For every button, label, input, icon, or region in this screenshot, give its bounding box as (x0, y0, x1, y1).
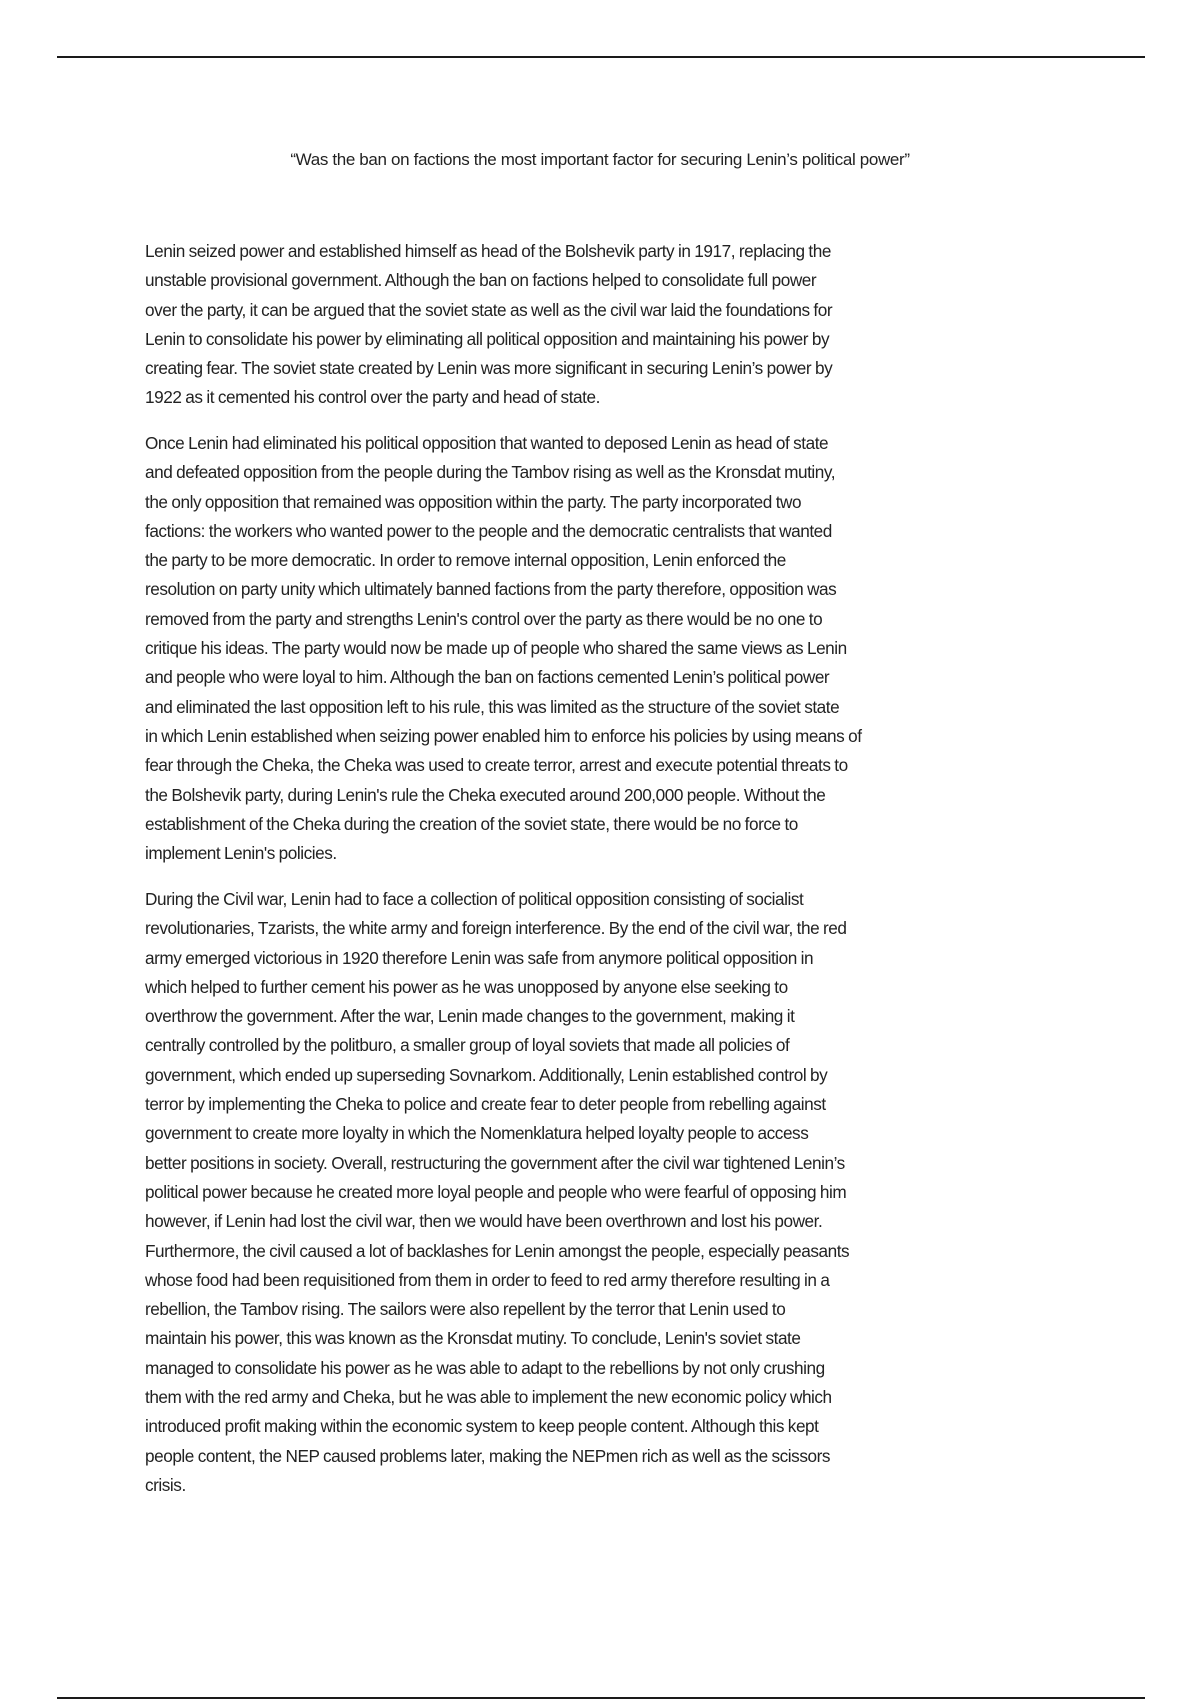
text-line: terror by implementing the Cheka to police and create fear to deter people from rebelling against (145, 1094, 826, 1115)
text-line: the Bolshevik party, during Lenin's rule the Cheka executed around 200,000 people. Without the (145, 784, 826, 805)
text-line: resolution on party unity which ultimately banned factions from the party therefore, opposition was (145, 579, 837, 600)
text-line: Lenin seized power and established himself as head of the Bolshevik party in 1917, replacing the (145, 241, 831, 261)
text-line: however, if Lenin had lost the civil war, then we would have been overthrown and lost his power. (145, 1211, 823, 1232)
text-line: government, which ended up superseding Sovnarkom. Additionally, Lenin established control by (145, 1064, 828, 1085)
text-line: establishment of the Cheka during the creation of the soviet state, there would be no force to (145, 813, 798, 834)
text-line: over the party, it can be argued that the soviet state as well as the civil war laid the foundations for (145, 299, 833, 320)
text-line: Once Lenin had eliminated his political opposition that wanted to deposed Lenin as head of state (145, 433, 829, 453)
text-line: managed to consolidate his power as he was able to adapt to the rebellions by not only crushing (145, 1357, 825, 1378)
text-line: overthrow the government. After the war, Lenin made changes to the government, making it (145, 1006, 795, 1027)
text-line: maintain his power, this was known as the Kronsdat mutiny. To conclude, Lenin's soviet state (145, 1328, 801, 1349)
text-line: and people who were loyal to him. Although the ban on factions cemented Lenin’s political power (145, 667, 830, 688)
text-line: factions: the workers who wanted power to the people and the democratic centralists that wanted (145, 520, 832, 541)
text-line: centrally controlled by the politburo, a smaller group of loyal soviets that made all policies of (145, 1035, 790, 1056)
text-line: them with the red army and Cheka, but he was able to implement the new economic policy which (145, 1387, 832, 1408)
text-line: introduced profit making within the economic system to keep people content. Although this kept (145, 1416, 819, 1437)
essay-title: “Was the ban on factions the most important factor for securing Lenin’s political power” (290, 150, 910, 169)
text-line: Lenin to consolidate his power by eliminating all political opposition and maintaining his power by (145, 328, 830, 349)
text-line: the party to be more democratic. In order to remove internal opposition, Lenin enforced the (145, 550, 786, 571)
text-line: unstable provisional government. Although the ban on factions helped to consolidate full power (145, 270, 817, 291)
text-line: whose food had been requisitioned from them in order to feed to red army therefore resulting in a (145, 1269, 830, 1290)
text-line: rebellion, the Tambov rising. The sailors were also repellent by the terror that Lenin used to (145, 1299, 786, 1320)
text-line: Furthermore, the civil caused a lot of backlashes for Lenin amongst the people, especially peasants (145, 1240, 850, 1261)
text-line: critique his ideas. The party would now be made up of people who shared the same views as Lenin (145, 638, 847, 659)
text-line: 1922 as it cemented his control over the party and head of state. (145, 387, 600, 408)
text-line: and defeated opposition from the people during the Tambov rising as well as the Kronsdat mutiny, (145, 462, 836, 483)
text-line: During the Civil war, Lenin had to face a collection of political opposition consisting of socialist (145, 889, 804, 909)
footer-rule (57, 1697, 1145, 1699)
header-rule (57, 56, 1145, 58)
text-line: and eliminated the last opposition left to his rule, this was limited as the structure of the soviet state (145, 696, 840, 717)
text-line: people content, the NEP caused problems later, making the NEPmen rich as well as the scissors (145, 1445, 830, 1466)
text-line: fear through the Cheka, the Cheka was used to create terror, arrest and execute potential threats to (145, 755, 848, 776)
text-line: government to create more loyalty in which the Nomenklatura helped loyalty people to access (145, 1123, 809, 1144)
paragraph-introduction (145, 237, 1065, 413)
text-line: removed from the party and strengths Lenin's control over the party as there would be no one to (145, 608, 823, 629)
text-line: in which Lenin established when seizing power enabled him to enforce his policies by using means of (145, 725, 862, 746)
text-line: which helped to further cement his power as he was unopposed by anyone else seeking to (145, 976, 788, 997)
text-line: implement Lenin's policies. (145, 843, 337, 864)
text-line: creating fear. The soviet state created by Lenin was more significant in securing Lenin’s power by (145, 358, 833, 379)
text-line: the only opposition that remained was opposition within the party. The party incorporated two (145, 491, 802, 512)
text-line: revolutionaries, Tzarists, the white army and foreign interference. By the end of the civil war, the red (145, 918, 847, 939)
paragraph-ban-on-factions (145, 429, 1065, 868)
text-line: political power because he created more loyal people and people who were fearful of opposing him (145, 1181, 847, 1202)
paragraph-civil-war (145, 885, 1065, 1500)
text-line: better positions in society. Overall, restructuring the government after the civil war tightened Lenin’s (145, 1152, 845, 1173)
text-line: crisis. (145, 1474, 186, 1495)
text-line: army emerged victorious in 1920 therefore Lenin was safe from anymore political opposition in (145, 947, 814, 968)
